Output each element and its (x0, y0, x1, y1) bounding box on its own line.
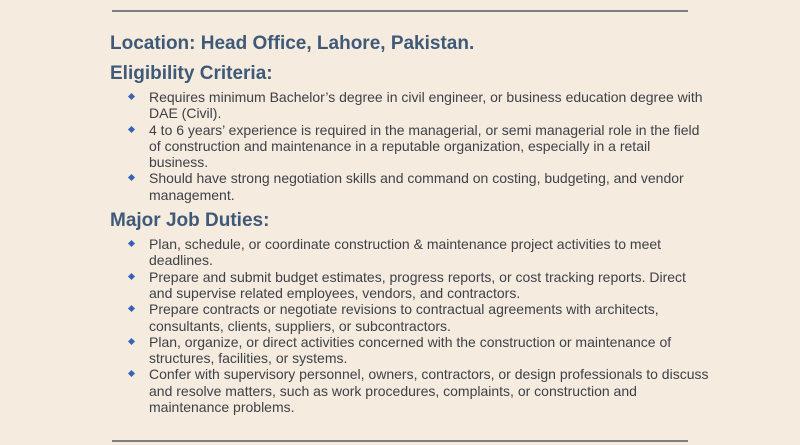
list-item-text: Plan, organize, or direct activities concerned with the construction or maintenance of structures, facilities, or systems. (149, 333, 672, 367)
duties-heading: Major Job Duties: (110, 210, 270, 232)
diamond-bullet-icon (128, 370, 135, 377)
list-item-text: Plan, schedule, or coordinate construction & maintenance project activities to meet deadlines. (149, 236, 662, 269)
list-item (110, 170, 710, 203)
bottom-divider (112, 440, 688, 442)
eligibility-list (110, 89, 710, 203)
list-item-text: Prepare and submit budget estimates, progress reports, or cost tracking reports. Direct and supervise related employees, vendors, and contractors. (149, 268, 686, 301)
list-item (110, 366, 710, 415)
list-item (110, 236, 710, 269)
list-item-text: 4 to 6 years’ experience is required in the managerial, or semi managerial role in the field of construction and maintenance in a reputable organization, especially in a retail business. (149, 121, 700, 171)
diamond-bullet-icon (128, 174, 135, 181)
diamond-bullet-icon (128, 240, 135, 247)
list-item (110, 269, 710, 302)
list-item-text: Requires minimum Bachelor’s degree in civil engineer, or business education degree with DAE (Civil). (149, 89, 703, 122)
location-heading: Location: Head Office, Lahore, Pakistan. (110, 33, 475, 54)
top-divider (112, 10, 688, 12)
list-item-text: Prepare contracts or negotiate revisions to contractual agreements with architects, consultants, clients, suppliers, or subcontractors. (149, 301, 659, 334)
diamond-bullet-icon (128, 305, 135, 312)
diamond-bullet-icon (128, 338, 135, 345)
list-item (110, 122, 710, 171)
diamond-bullet-icon (128, 126, 135, 133)
diamond-bullet-icon (128, 93, 135, 100)
eligibility-heading: Eligibility Criteria: (110, 63, 273, 84)
list-item-text: Should have strong negotiation skills and command on costing, budgeting, and vendor management. (149, 170, 684, 203)
list-item-text: Confer with supervisory personnel, owners, contractors, or design professionals to discuss and resolve matters, such as work procedures, complaints, or construction and maintenance problems. (149, 366, 709, 416)
list-item (110, 89, 710, 122)
job-description (110, 32, 710, 415)
list-item (110, 301, 710, 334)
diamond-bullet-icon (128, 273, 135, 280)
list-item (110, 334, 710, 367)
duties-list (110, 236, 710, 415)
